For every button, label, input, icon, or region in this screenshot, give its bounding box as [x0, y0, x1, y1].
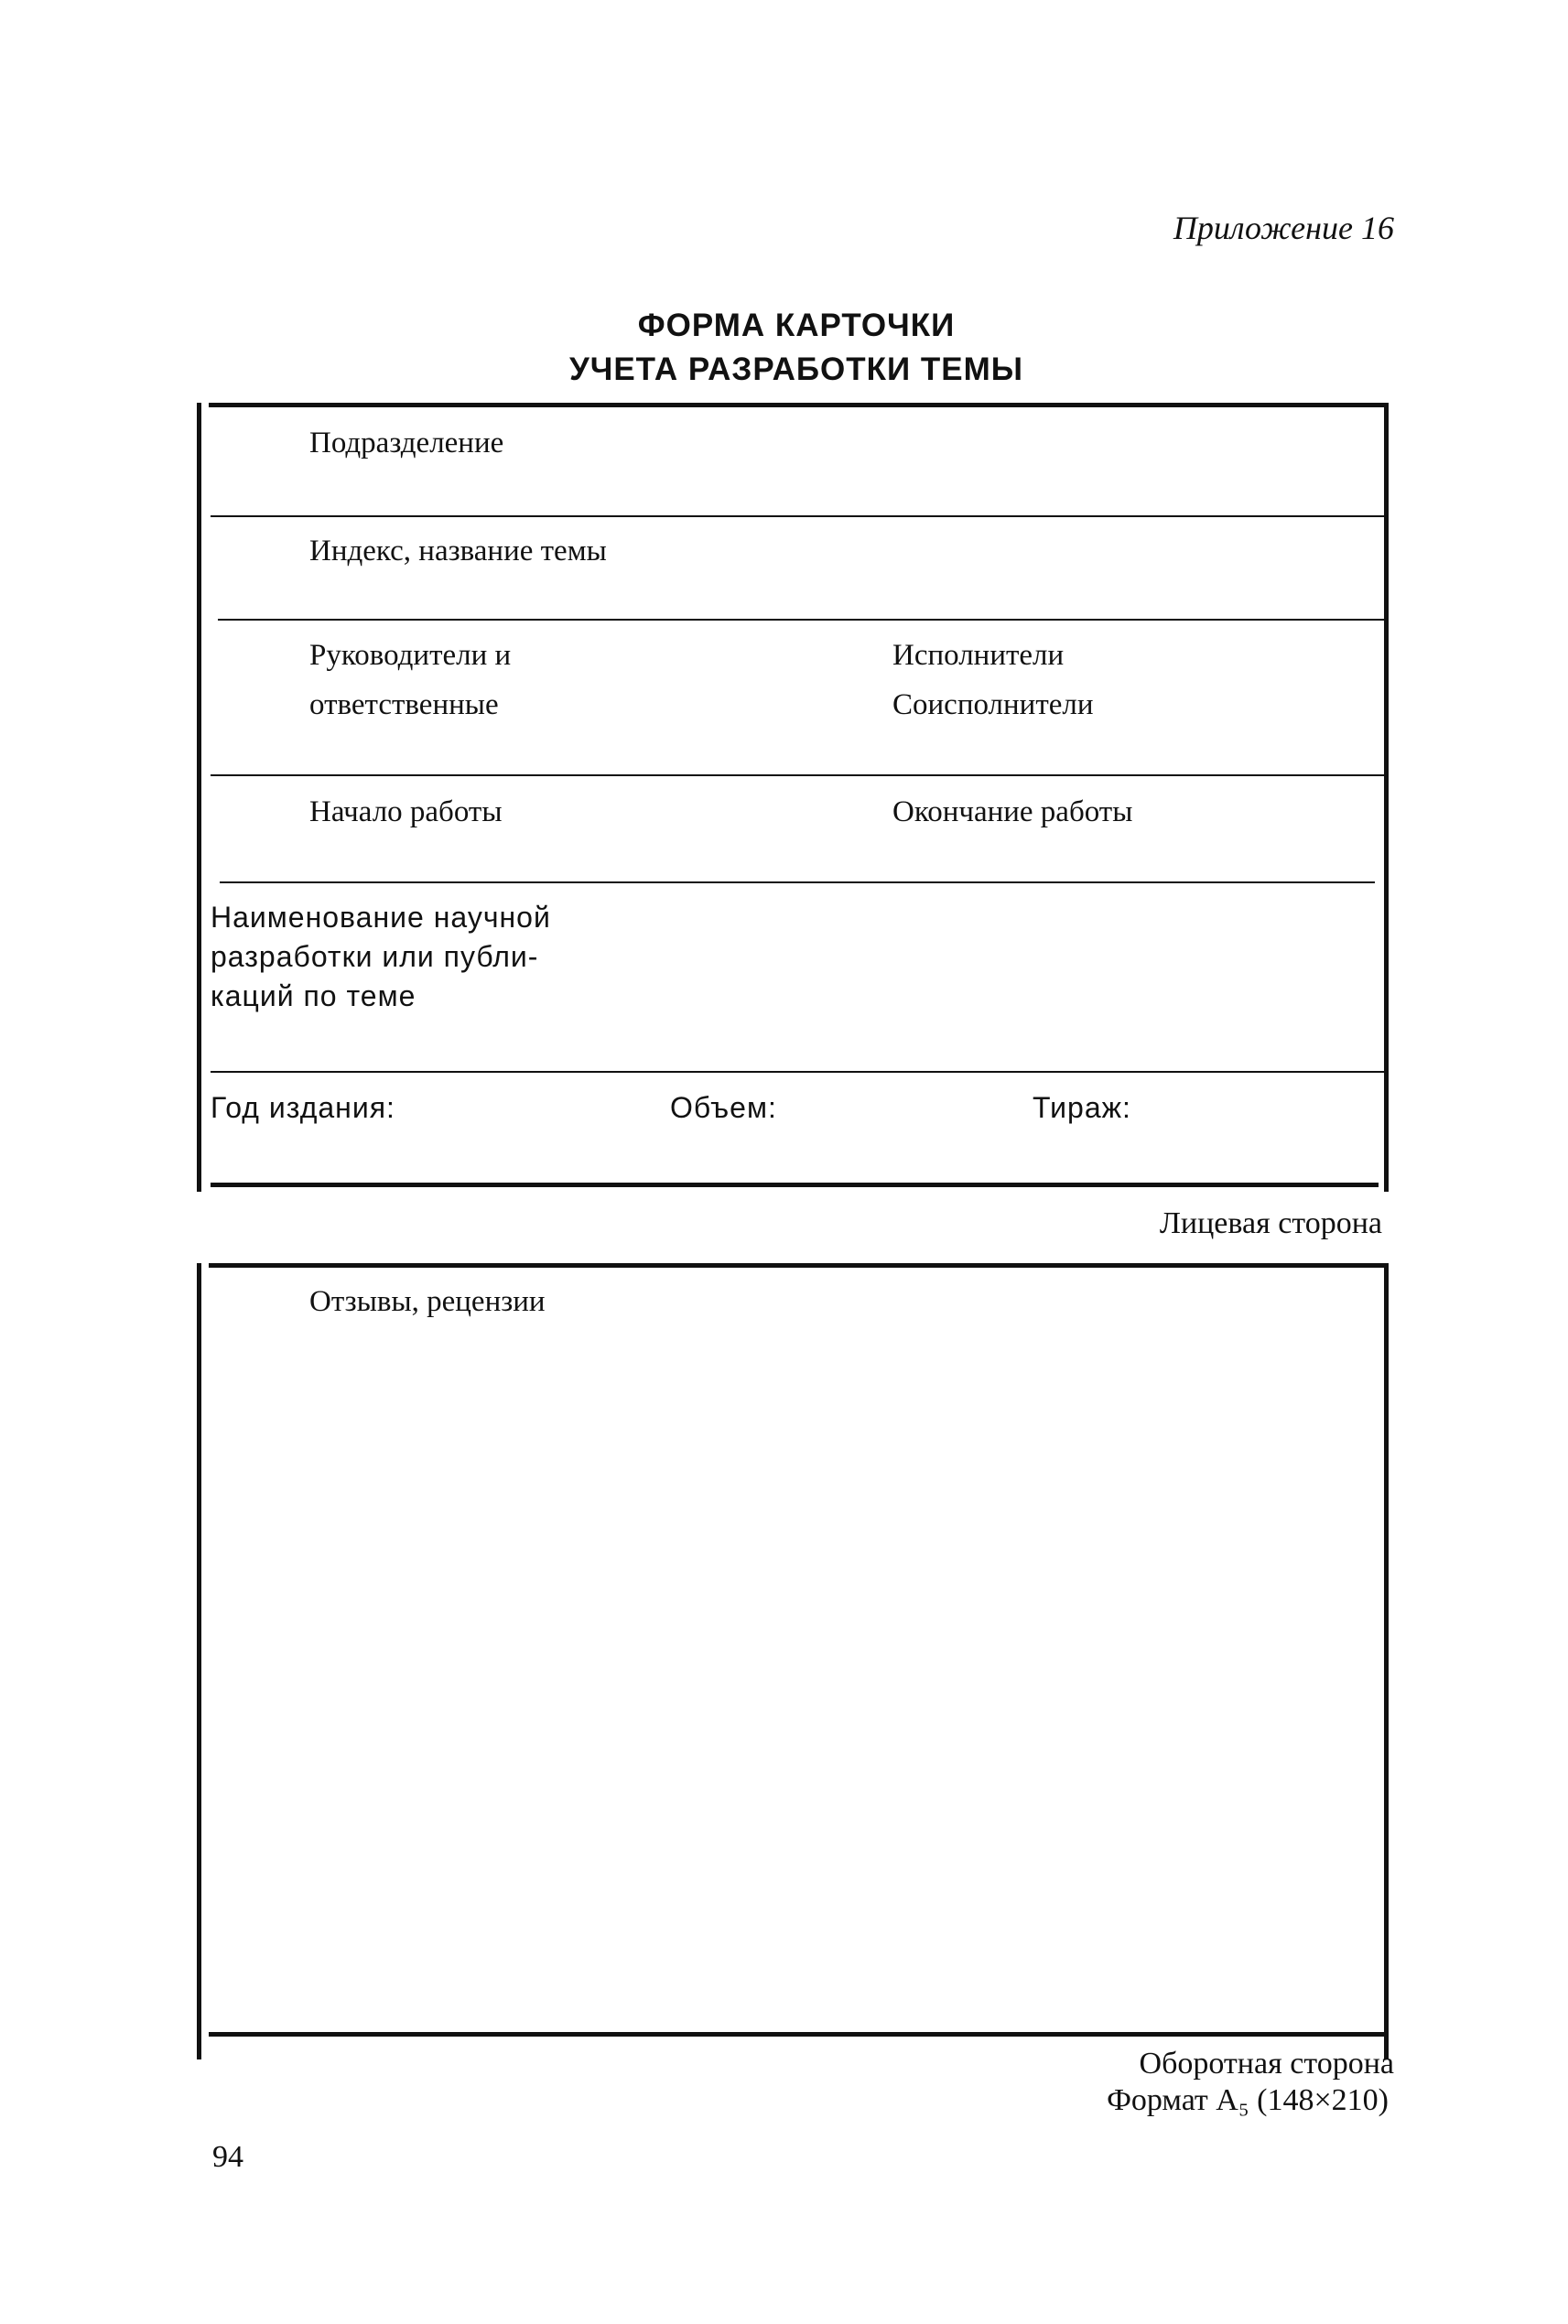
card-back-bottom-border [209, 2032, 1384, 2037]
field-volume-label: Объем: [670, 1091, 777, 1124]
card-front-side [197, 403, 1389, 1192]
divider [211, 1071, 1384, 1073]
back-side-caption: Оборотная сторона [1139, 2047, 1394, 2081]
field-subdivision-label: Подразделение [309, 427, 504, 459]
appendix-label: Приложение 16 [1173, 210, 1394, 246]
field-supervisors-label-line-2: ответственные [309, 688, 499, 721]
front-side-caption: Лицевая сторона [1159, 1206, 1382, 1240]
card-front-bottom-border [211, 1183, 1379, 1187]
field-publication-label-line-3: каций по теме [211, 979, 416, 1012]
form-title-line-1: ФОРМА КАРТОЧКИ [637, 308, 956, 343]
field-publication-label-line-1: Наименование научной [211, 901, 551, 934]
form-title-line-2: УЧЕТА РАЗРАБОТКИ ТЕМЫ [568, 351, 1024, 387]
card-back-side [197, 1263, 1389, 2059]
field-co-executors-label: Соисполнители [892, 688, 1094, 721]
card-back-top-border [209, 1263, 1384, 1268]
divider [218, 619, 1384, 621]
card-front-top-border [209, 403, 1384, 407]
field-topic-label: Индекс, название темы [309, 535, 607, 567]
page-number: 94 [212, 2140, 243, 2174]
field-supervisors-label-line-1: Руководители и [309, 639, 512, 672]
field-year-label: Год издания: [211, 1091, 395, 1124]
field-publication-label-line-2: разработки или публи- [211, 940, 539, 973]
field-start-label: Начало работы [309, 795, 503, 828]
divider [211, 774, 1384, 776]
field-end-label: Окончание работы [892, 795, 1133, 828]
field-executors-label: Исполнители [892, 639, 1065, 672]
field-reviews-label: Отзывы, рецензии [309, 1285, 546, 1318]
format-caption: Формат A₅ (148×210) [1107, 2083, 1389, 2117]
field-circulation-label: Тираж: [1033, 1091, 1131, 1124]
divider [211, 515, 1384, 517]
divider [220, 881, 1375, 883]
